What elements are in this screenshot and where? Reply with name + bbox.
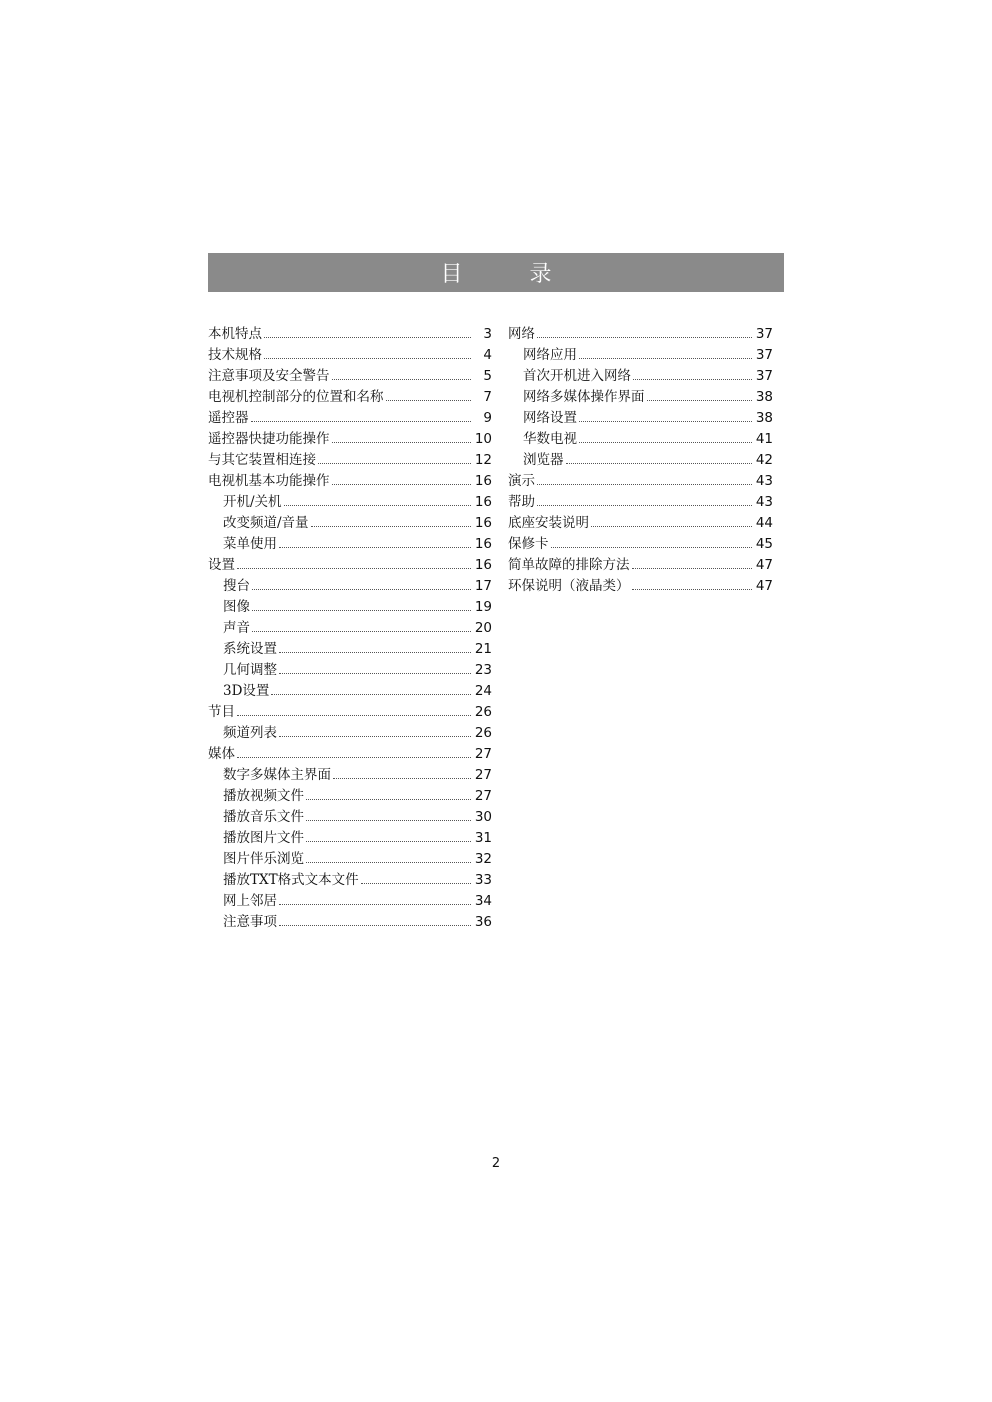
- toc-entry[interactable]: [208, 744, 492, 765]
- toc-entry[interactable]: [208, 702, 492, 723]
- toc-entry[interactable]: [208, 891, 492, 912]
- toc-entry-page: 26: [474, 704, 492, 720]
- toc-entry[interactable]: [508, 534, 773, 555]
- toc-entry-page: 16: [474, 494, 492, 510]
- toc-entry-page: 38: [755, 410, 773, 426]
- toc-entry-page: 20: [474, 620, 492, 636]
- toc-entry-label: 电视机控制部分的位置和名称: [208, 389, 384, 405]
- toc-entry-page: 7: [483, 389, 492, 405]
- toc-entry-label: 电视机基本功能操作: [208, 473, 330, 489]
- toc-leader-dots: [279, 904, 471, 905]
- toc-entry-label: 与其它装置相连接: [208, 452, 316, 468]
- toc-entry-label: 菜单使用: [223, 536, 277, 552]
- toc-entry[interactable]: [208, 828, 492, 849]
- toc-entry-page: 37: [755, 368, 773, 384]
- toc-entry[interactable]: [508, 576, 773, 597]
- toc-entry-page: 16: [474, 557, 492, 573]
- toc-entry-label: 注意事项及安全警告: [208, 368, 330, 384]
- toc-entry-label: 媒体: [208, 746, 235, 762]
- toc-leader-dots: [647, 400, 753, 401]
- toc-entry-label: 网络: [508, 326, 535, 342]
- toc-entry[interactable]: [208, 534, 492, 555]
- toc-entry-page: 43: [755, 494, 773, 510]
- toc-leader-dots: [264, 358, 471, 359]
- toc-leader-dots: [306, 862, 471, 863]
- toc-entry-label: 遥控器: [208, 410, 249, 426]
- toc-entry-label: 技术规格: [208, 347, 262, 363]
- toc-entry-label: 开机/关机: [223, 494, 282, 510]
- toc-entry-page: 47: [755, 578, 773, 594]
- toc-entry-page: 24: [474, 683, 492, 699]
- toc-entry-page: 31: [474, 830, 492, 846]
- toc-entry[interactable]: [208, 660, 492, 681]
- toc-leader-dots: [237, 757, 471, 758]
- toc-entry-page: 5: [483, 368, 492, 384]
- toc-entry-page: 33: [474, 872, 492, 888]
- toc-leader-dots: [237, 715, 471, 716]
- toc-leader-dots: [306, 820, 471, 821]
- toc-entry-label: 浏览器: [523, 452, 564, 468]
- toc-leader-dots: [579, 442, 752, 443]
- toc-entry[interactable]: [208, 555, 492, 576]
- toc-entry-label: 播放图片文件: [223, 830, 304, 846]
- toc-entry[interactable]: [208, 618, 492, 639]
- toc-entry-label: 网上邻居: [223, 893, 277, 909]
- toc-entry[interactable]: [208, 513, 492, 534]
- toc-entry[interactable]: [208, 408, 492, 429]
- toc-leader-dots: [632, 589, 753, 590]
- toc-entry-page: 4: [483, 347, 492, 363]
- toc-leader-dots: [566, 463, 753, 464]
- toc-leader-dots: [279, 547, 471, 548]
- toc-entry[interactable]: [208, 765, 492, 786]
- toc-entry-page: 12: [474, 452, 492, 468]
- toc-entry-label: 保修卡: [508, 536, 549, 552]
- toc-entry[interactable]: [508, 345, 773, 366]
- toc-entry-page: 3: [483, 326, 492, 342]
- toc-entry-label: 网络应用: [523, 347, 577, 363]
- toc-entry-label: 底座安装说明: [508, 515, 589, 531]
- toc-entry[interactable]: [208, 345, 492, 366]
- toc-entry-label: 华数电视: [523, 431, 577, 447]
- toc-entry-label: 3D设置: [223, 683, 270, 699]
- toc-leader-dots: [332, 484, 472, 485]
- toc-entry-page: 19: [474, 599, 492, 615]
- toc-entry-page: 42: [755, 452, 773, 468]
- toc-entry-label: 节目: [208, 704, 235, 720]
- toc-entry[interactable]: [508, 387, 773, 408]
- toc-entry-label: 图片伴乐浏览: [223, 851, 304, 867]
- toc-entry[interactable]: [508, 471, 773, 492]
- toc-leader-dots: [237, 568, 471, 569]
- toc-leader-dots: [279, 673, 471, 674]
- toc-entry-label: 注意事项: [223, 914, 277, 930]
- toc-entry-page: 27: [474, 788, 492, 804]
- toc-entry[interactable]: [208, 849, 492, 870]
- toc-leader-dots: [579, 358, 752, 359]
- toc-entry[interactable]: [508, 324, 773, 345]
- toc-entry-label: 频道列表: [223, 725, 277, 741]
- toc-entry-label: 改变频道/音量: [223, 515, 309, 531]
- toc-entry-label: 播放TXT格式文本文件: [223, 872, 359, 888]
- toc-entry-page: 43: [755, 473, 773, 489]
- toc-entry[interactable]: [208, 324, 492, 345]
- toc-leader-dots: [306, 841, 471, 842]
- toc-entry-page: 30: [474, 809, 492, 825]
- toc-right-column: [508, 324, 773, 597]
- toc-entry[interactable]: [508, 450, 773, 471]
- toc-entry-page: 9: [483, 410, 492, 426]
- toc-entry-page: 16: [474, 515, 492, 531]
- toc-leader-dots: [279, 652, 471, 653]
- toc-entry-label: 声音: [223, 620, 250, 636]
- page-number: 2: [491, 1156, 501, 1171]
- toc-entry-page: 21: [474, 641, 492, 657]
- toc-leader-dots: [551, 547, 753, 548]
- toc-entry[interactable]: [508, 513, 773, 534]
- toc-entry[interactable]: [208, 576, 492, 597]
- toc-leader-dots: [252, 589, 471, 590]
- toc-leader-dots: [279, 925, 471, 926]
- toc-leader-dots: [332, 379, 472, 380]
- toc-entry[interactable]: [208, 870, 492, 891]
- toc-leader-dots: [306, 799, 471, 800]
- toc-leader-dots: [333, 778, 471, 779]
- toc-entry-page: 10: [474, 431, 492, 447]
- toc-entry-page: 41: [755, 431, 773, 447]
- toc-entry-label: 网络设置: [523, 410, 577, 426]
- toc-entry-label: 搜台: [223, 578, 250, 594]
- toc-entry-label: 播放音乐文件: [223, 809, 304, 825]
- toc-left-column: [208, 324, 492, 933]
- toc-leader-dots: [591, 526, 752, 527]
- toc-entry-label: 本机特点: [208, 326, 262, 342]
- toc-entry-page: 37: [755, 347, 773, 363]
- toc-entry-page: 32: [474, 851, 492, 867]
- toc-entry[interactable]: [508, 429, 773, 450]
- toc-entry-page: 27: [474, 746, 492, 762]
- toc-leader-dots: [318, 463, 471, 464]
- toc-entry-page: 44: [755, 515, 773, 531]
- toc-entry[interactable]: [508, 408, 773, 429]
- toc-entry-page: 45: [755, 536, 773, 552]
- toc-leader-dots: [264, 337, 471, 338]
- toc-title: 目 录: [440, 262, 582, 287]
- toc-entry-label: 网络多媒体操作界面: [523, 389, 645, 405]
- toc-entry[interactable]: [208, 639, 492, 660]
- toc-entry-page: 23: [474, 662, 492, 678]
- toc-leader-dots: [537, 505, 752, 506]
- toc-entry[interactable]: [208, 471, 492, 492]
- toc-leader-dots: [537, 484, 752, 485]
- toc-entry-page: 47: [755, 557, 773, 573]
- toc-entry-page: 27: [474, 767, 492, 783]
- toc-entry-label: 演示: [508, 473, 535, 489]
- toc-entry-page: 38: [755, 389, 773, 405]
- toc-title-bar: [208, 253, 784, 292]
- toc-leader-dots: [251, 421, 472, 422]
- toc-entry-label: 首次开机进入网络: [523, 368, 631, 384]
- toc-entry-label: 环保说明（液晶类）: [508, 578, 630, 594]
- toc-entry-label: 简单故障的排除方法: [508, 557, 630, 573]
- toc-leader-dots: [386, 400, 472, 401]
- toc-leader-dots: [537, 337, 752, 338]
- toc-leader-dots: [633, 379, 752, 380]
- toc-leader-dots: [279, 736, 471, 737]
- toc-leader-dots: [632, 568, 753, 569]
- toc-leader-dots: [252, 631, 471, 632]
- toc-entry[interactable]: [208, 450, 492, 471]
- toc-entry[interactable]: [508, 366, 773, 387]
- toc-entry-label: 图像: [223, 599, 250, 615]
- toc-entry-label: 播放视频文件: [223, 788, 304, 804]
- toc-entry[interactable]: [208, 492, 492, 513]
- toc-leader-dots: [271, 694, 471, 695]
- toc-entry[interactable]: [208, 387, 492, 408]
- toc-entry-label: 设置: [208, 557, 235, 573]
- toc-entry-label: 帮助: [508, 494, 535, 510]
- toc-leader-dots: [252, 610, 471, 611]
- toc-entry-page: 26: [474, 725, 492, 741]
- toc-leader-dots: [311, 526, 471, 527]
- toc-entry-label: 数字多媒体主界面: [223, 767, 331, 783]
- toc-entry[interactable]: [208, 786, 492, 807]
- toc-entry-page: 17: [474, 578, 492, 594]
- toc-entry[interactable]: [208, 807, 492, 828]
- toc-leader-dots: [579, 421, 752, 422]
- toc-entry[interactable]: [208, 429, 492, 450]
- toc-entry[interactable]: [208, 912, 492, 933]
- toc-entry[interactable]: [508, 492, 773, 513]
- toc-entry[interactable]: [508, 555, 773, 576]
- toc-entry-label: 几何调整: [223, 662, 277, 678]
- toc-leader-dots: [284, 505, 471, 506]
- toc-leader-dots: [361, 883, 471, 884]
- toc-entry-page: 37: [755, 326, 773, 342]
- toc-entry[interactable]: [208, 597, 492, 618]
- toc-entry[interactable]: [208, 681, 492, 702]
- toc-entry-page: 36: [474, 914, 492, 930]
- toc-entry-page: 16: [474, 473, 492, 489]
- toc-entry-page: 34: [474, 893, 492, 909]
- toc-entry-label: 遥控器快捷功能操作: [208, 431, 330, 447]
- toc-leader-dots: [332, 442, 472, 443]
- toc-entry[interactable]: [208, 723, 492, 744]
- toc-entry-page: 16: [474, 536, 492, 552]
- toc-entry-label: 系统设置: [223, 641, 277, 657]
- toc-entry[interactable]: [208, 366, 492, 387]
